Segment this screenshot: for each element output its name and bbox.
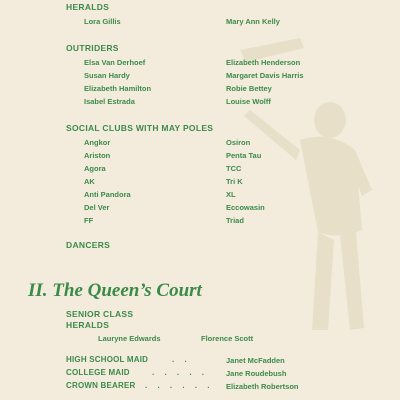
- club-name: Eccowasin: [226, 203, 265, 212]
- role-name: Elizabeth Robertson: [226, 382, 299, 391]
- section-title: II. The Queen’s Court: [28, 280, 202, 301]
- outrider-name: Louise Wolff: [226, 97, 271, 106]
- club-name: Penta Tau: [226, 151, 262, 160]
- outrider-name: Elizabeth Henderson: [226, 58, 301, 67]
- leader-dots: . .: [172, 355, 191, 364]
- club-name: FF: [84, 216, 94, 225]
- outrider-name: Elizabeth Hamilton: [84, 84, 152, 93]
- herald-name: Lauryne Edwards: [98, 334, 161, 343]
- club-name: Ariston: [84, 151, 111, 160]
- leader-dots: . . . . . .: [145, 381, 214, 390]
- herald-name: Lora Gillis: [84, 17, 121, 26]
- outrider-name: Elsa Van Derhoef: [84, 58, 146, 67]
- club-name: Angkor: [84, 138, 111, 147]
- section-heralds-heading: HERALDS: [66, 320, 110, 330]
- dancers-heading: DANCERS: [66, 240, 111, 250]
- herald-name: Florence Scott: [201, 334, 254, 343]
- heralds-heading: HERALDS: [66, 2, 110, 12]
- club-name: Tri K: [226, 177, 243, 186]
- outrider-name: Susan Hardy: [84, 71, 130, 80]
- role-label: CROWN BEARER: [66, 381, 136, 390]
- outrider-name: Robie Bettey: [226, 84, 272, 93]
- role-label: HIGH SCHOOL MAID: [66, 355, 149, 364]
- role-name: Jane Roudebush: [226, 369, 287, 378]
- club-name: Del Ver: [84, 203, 110, 212]
- club-name: Triad: [226, 216, 244, 225]
- club-name: Osiron: [226, 138, 251, 147]
- outrider-name: Margaret Davis Harris: [226, 71, 304, 80]
- club-name: AK: [84, 177, 95, 186]
- role-label: COLLEGE MAID: [66, 368, 130, 377]
- outriders-heading: OUTRIDERS: [66, 43, 119, 53]
- role-name: Janet McFadden: [226, 356, 285, 365]
- club-name: TCC: [226, 164, 242, 173]
- club-name: Agora: [84, 164, 106, 173]
- outrider-name: Isabel Estrada: [84, 97, 135, 106]
- leader-dots: . . . . .: [152, 368, 209, 377]
- social-clubs-heading: SOCIAL CLUBS WITH MAY POLES: [66, 123, 214, 133]
- herald-name: Mary Ann Kelly: [226, 17, 280, 26]
- club-name: Anti Pandora: [84, 190, 131, 199]
- senior-class-heading: SENIOR CLASS: [66, 309, 134, 319]
- club-name: XL: [226, 190, 236, 199]
